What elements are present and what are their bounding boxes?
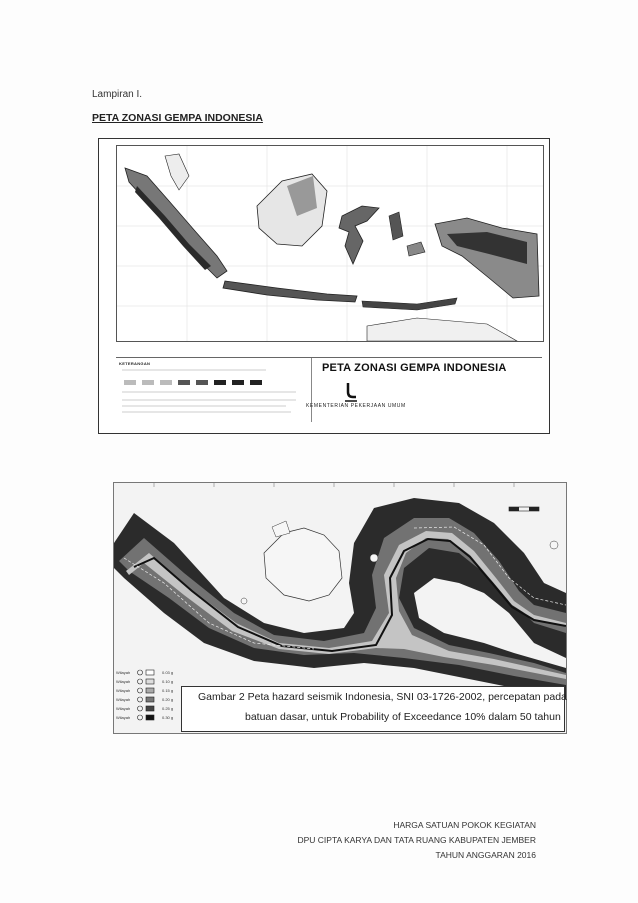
legend-swatches <box>116 358 311 422</box>
seismic-zone-map <box>116 145 544 342</box>
figure-caption-line2: batuan dasar, untuk Probability of Exceedance 10% dalam 50 tahun <box>245 711 561 723</box>
footer-line1: HARGA SATUAN POKOK KEGIATAN <box>393 820 536 830</box>
ministry-logo-icon <box>344 382 358 402</box>
legend-label: Wilayah <box>116 715 131 720</box>
legend-value: 0.10 g <box>162 679 174 684</box>
legend-label: Wilayah <box>116 688 131 693</box>
legend-box <box>116 358 312 422</box>
legend-value: 0.03 g <box>162 670 174 675</box>
footer-line3: TAHUN ANGGARAN 2016 <box>435 850 536 860</box>
map-title: PETA ZONASI GEMPA INDONESIA <box>322 362 507 374</box>
footer-line2: DPU CIPTA KARYA DAN TATA RUANG KABUPATEN JEMBER <box>297 835 536 845</box>
document-title: PETA ZONASI GEMPA INDONESIA <box>92 112 263 124</box>
hazard-legend <box>116 669 186 727</box>
legend-value: 0.30 g <box>162 715 174 720</box>
legend-label: Wilayah <box>116 670 131 675</box>
legend-label: Wilayah <box>116 697 131 702</box>
legend-label: Wilayah <box>116 679 131 684</box>
legend-value: 0.25 g <box>162 706 174 711</box>
indonesia-zone-map-graphic <box>117 146 543 341</box>
figure-caption-line1: Gambar 2 Peta hazard seismik Indonesia, SNI 03-1726-2002, percepatan pada <box>198 691 567 703</box>
legend-value: 0.20 g <box>162 697 174 702</box>
attachment-label: Lampiran I. <box>92 89 143 100</box>
legend-label: Wilayah <box>116 706 131 711</box>
legend-title: KETERANGAN <box>119 361 151 366</box>
ministry-name: KEMENTERIAN PEKERJAAN UMUM <box>306 403 406 409</box>
legend-value: 0.15 g <box>162 688 174 693</box>
